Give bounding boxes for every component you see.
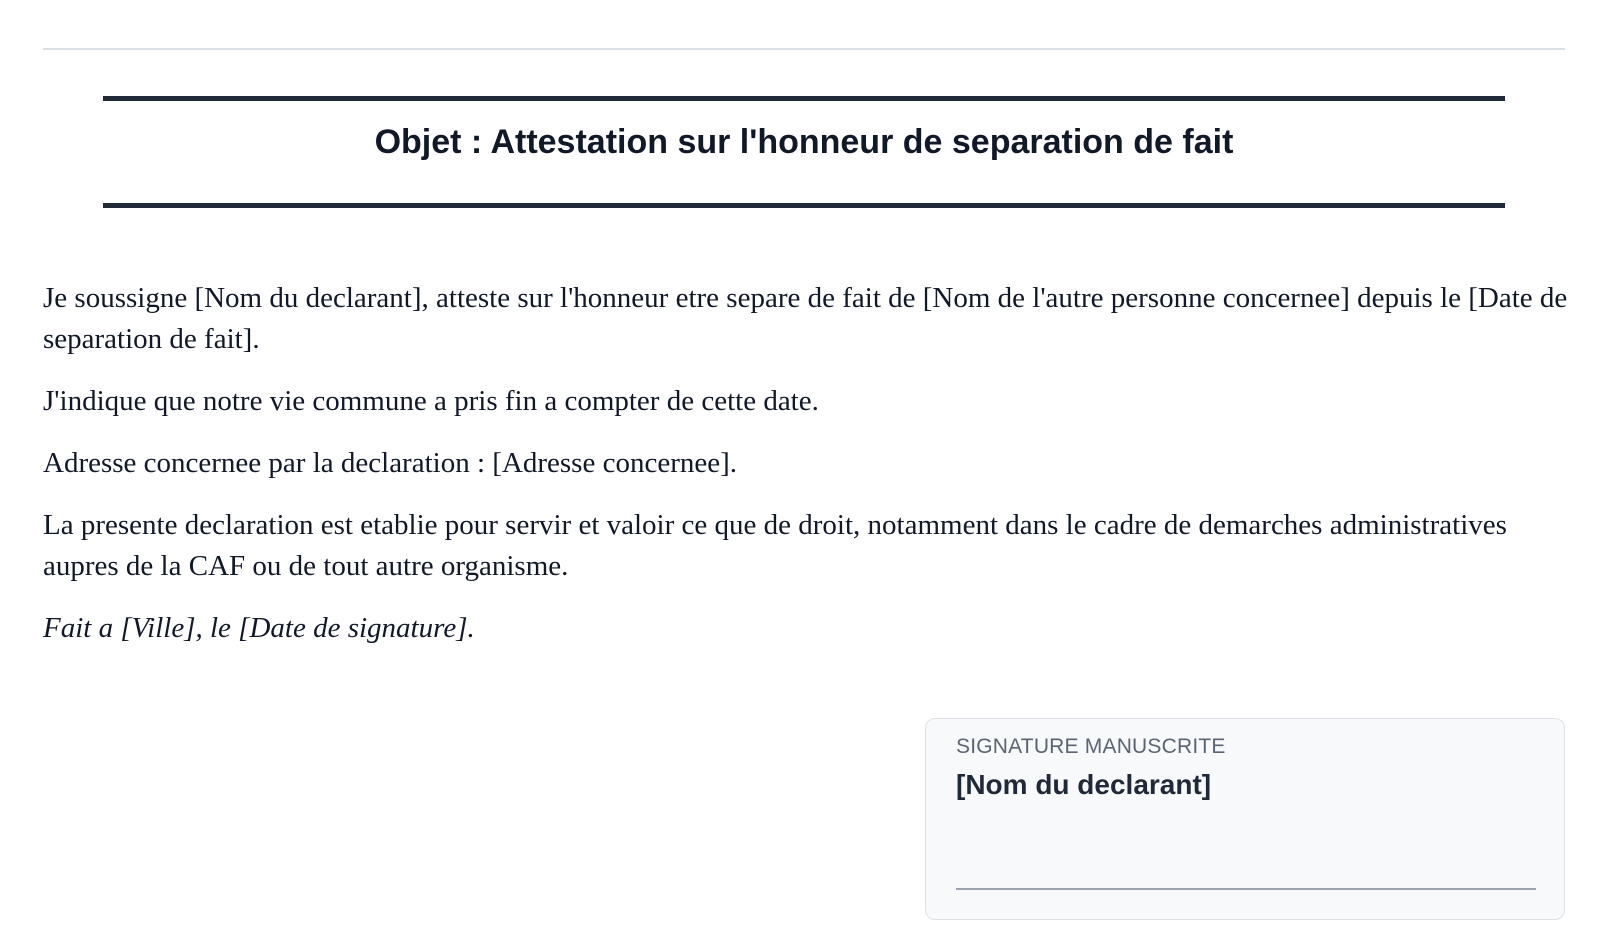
subject-block: [103, 96, 1505, 208]
signature-box: [925, 718, 1565, 920]
declaration-paragraph: Je soussigne [Nom du declarant], atteste sur l'honneur etre separe de fait de [Nom de l'autre personne concernee] depuis le [Date de separation de fait].: [43, 282, 1568, 355]
top-divider: [43, 48, 1565, 50]
end-of-cohabitation-paragraph: J'indique que notre vie commune a pris fin a compter de cette date.: [43, 385, 819, 417]
purpose-paragraph: La presente declaration est etablie pour servir et valoir ce que de droit, notamment dans le cadre de demarches administratives aupres de la CAF ou de tout autre organisme.: [43, 509, 1507, 582]
subject-title: Objet : Attestation sur l'honneur de separation de fait: [374, 123, 1234, 161]
signatory-name: [Nom du declarant]: [956, 769, 1212, 800]
place-date-line: Fait a [Ville], le [Date de signature].: [43, 612, 475, 644]
signature-label: SIGNATURE MANUSCRITE: [956, 735, 1226, 758]
address-paragraph: Adresse concernee par la declaration : [Adresse concernee].: [43, 447, 738, 479]
document-body: [43, 278, 1568, 670]
signature-line: [956, 888, 1536, 890]
